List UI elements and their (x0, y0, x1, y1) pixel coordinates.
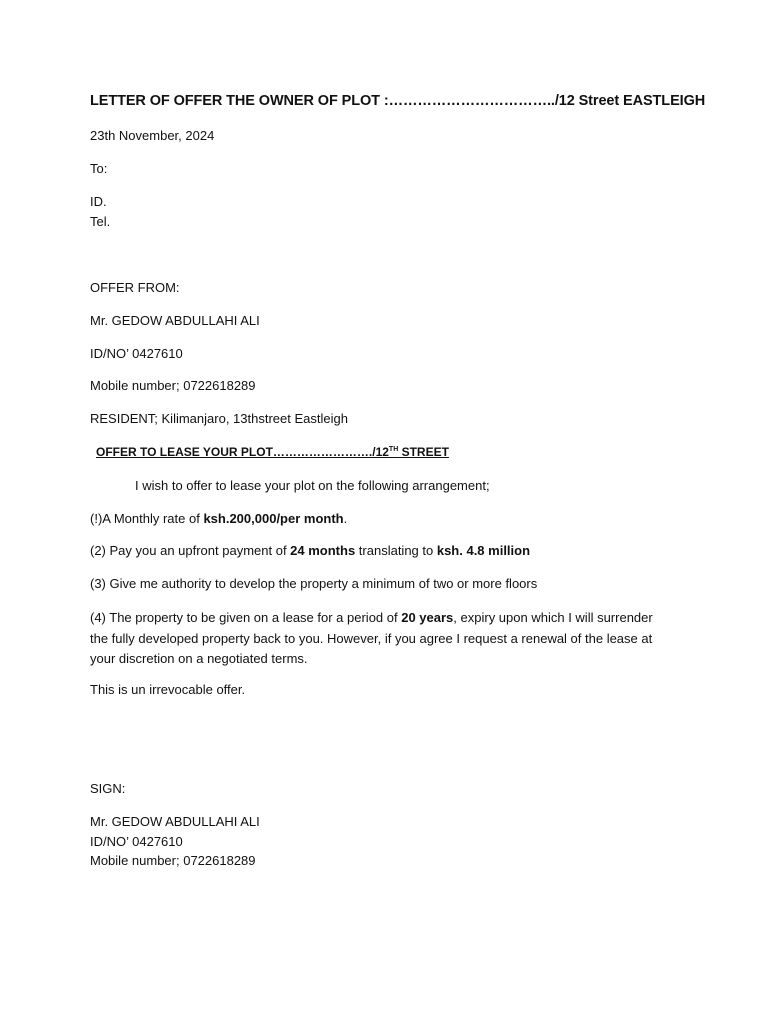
term-2: (2) Pay you an upfront payment of 24 months translating to ksh. 4.8 million (90, 543, 531, 558)
letter-title: LETTER OF OFFER THE OWNER OF PLOT :……………………………../12 Street EASTLEIGH (90, 93, 706, 109)
sender-mobile: Mobile number; 0722618289 (90, 378, 256, 393)
signature-name: Mr. GEDOW ABDULLAHI ALI (90, 814, 260, 829)
offer-subheading (96, 445, 449, 459)
recipient-id-label: ID. (90, 194, 107, 209)
sender-name: Mr. GEDOW ABDULLAHI ALI (90, 313, 260, 328)
offer-from-label: OFFER FROM: (90, 280, 180, 295)
to-label: To: (90, 161, 108, 176)
signature-id: ID/NO’ 0427610 (90, 834, 183, 849)
subheading-prefix: OFFER TO LEASE YOUR PLOT……………………./12 (96, 445, 389, 459)
closing-statement: This is un irrevocable offer. (90, 682, 246, 697)
term-3: (3) Give me authority to develop the property a minimum of two or more floors (90, 576, 538, 591)
intro-text: I wish to offer to lease your plot on the following arrangement; (135, 478, 490, 493)
upfront-months: 24 months (290, 543, 356, 558)
sender-resident: RESIDENT; Kilimanjaro, 13thstreet Eastleigh (90, 411, 348, 426)
upfront-amount: ksh. 4.8 million (436, 543, 531, 558)
term-4: (4) The property to be given on a lease for a period of 20 years, expiry upon which I will surrender the fully developed property back to you. However, if you agree I request a renewal of the lease at your discretion on a negotiated terms. (90, 610, 653, 666)
signature-mobile: Mobile number; 0722618289 (90, 853, 256, 868)
sign-label: SIGN: (90, 781, 126, 796)
subheading-suffix: STREET (398, 445, 449, 459)
letter-date: 23th November, 2024 (90, 128, 215, 143)
monthly-rate: ksh.200,000/per month (203, 511, 344, 526)
term-1: (!)A Monthly rate of ksh.200,000/per month. (90, 511, 348, 526)
lease-period: 20 years (401, 610, 454, 625)
recipient-tel-label: Tel. (90, 214, 111, 229)
sender-id: ID/NO’ 0427610 (90, 346, 183, 361)
subheading-superscript: TH (388, 446, 399, 453)
